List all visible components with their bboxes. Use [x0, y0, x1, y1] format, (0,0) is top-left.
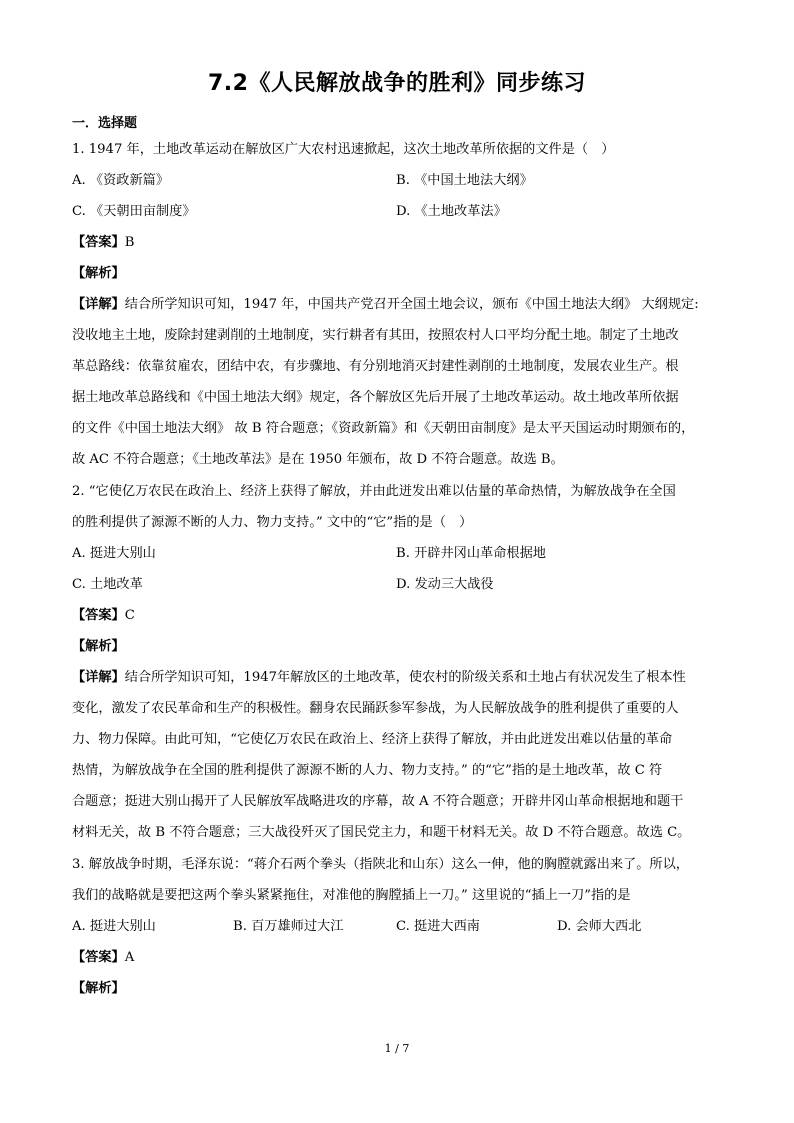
- q1-analysis-label: 【解析】: [72, 266, 125, 281]
- q1-detail-line: 革总路线：依靠贫雇农，团结中农，有步骤地、有分别地消灭封建性剥削的土地制度，发展农业生产。根: [72, 359, 679, 374]
- q2-detail-line: 合题意；挺进大别山揭开了人民解放军战略进攻的序幕，故 A 不符合题意；开辟井冈山革命根据地和题干: [72, 794, 684, 809]
- detail-label: 【详解】: [72, 670, 125, 685]
- q1-answer: [72, 235, 134, 251]
- q1-option-a: A. 《资政新篇》: [72, 173, 170, 188]
- q2-stem-line: 2. “它使亿万农民在政治上、经济上获得了解放，并由此迸发出难以估量的革命热情，为解放战争在全国: [72, 484, 676, 499]
- q3-option-a: A. 挺进大别山: [72, 919, 156, 934]
- q3-option-c: C. 挺进大西南: [396, 919, 480, 934]
- q3-stem-line: 3. 解放战争时期，毛泽东说：“蒋介石两个拳头（指陕北和山东）这么一伸，他的胸膛就露出来了。所以，: [72, 857, 689, 872]
- q2-detail-line: 热情，为解放战争在全国的胜利提供了源源不断的人力、物力支持。” 的“它”指的是土地改革，故 C 符: [72, 763, 663, 778]
- answer-value: A: [124, 950, 135, 965]
- q1-option-d: D. 《土地改革法》: [396, 204, 507, 219]
- q2-detail-line: 【详解】结合所学知识可知，1947年解放区的土地改革，使农村的阶级关系和土地占有状况发生了根本性: [72, 670, 686, 685]
- q1-detail-line: 故 AC 不符合题意；《土地改革法》是在 1950 年颁布，故 D 不符合题意。故选 B。: [72, 452, 564, 467]
- q1-stem: 1. 1947 年，土地改革运动在解放区广大农村迅速掀起，这次土地改革所依据的文件是（ ）: [72, 142, 615, 157]
- answer-label: 【答案】: [72, 950, 125, 965]
- q2-analysis-label: 【解析】: [72, 639, 125, 654]
- q2-detail-line: 材料无关，故 B 不符合题意；三大战役歼灭了国民党主力，和题干材料无关。故 D 不符合题意。故选 C。: [72, 825, 691, 840]
- q2-detail-line: 力、物力保障。由此可知，“它使亿万农民在政治上、经济上获得了解放，并由此迸发出难以估量的革命: [72, 732, 673, 747]
- section-heading: 一．选择题: [72, 116, 138, 131]
- q3-stem-line: 我们的战略就是要把这两个拳头紧紧拖住，对准他的胸膛插上一刀。” 这里说的“插上一刀”指的是: [72, 888, 631, 903]
- q2-option-c: C. 土地改革: [72, 577, 143, 592]
- q2-option-d: D. 发动三大战役: [396, 577, 494, 592]
- q2-detail-line: 变化，激发了农民革命和生产的积极性。翻身农民踊跃参军参战，为人民解放战争的胜利提供了重要的人: [72, 701, 679, 716]
- detail-label: 【详解】: [72, 297, 125, 312]
- q1-detail-line: 【详解】结合所学知识可知，1947 年，中国共产党召开全国土地会议，颁布《中国土地法大纲》 大纲规定:: [72, 297, 699, 312]
- q3-analysis-label: 【解析】: [72, 981, 125, 996]
- q2-stem-line: 的胜利提供了源源不断的人力、物力支持。” 文中的“它”指的是（ ）: [72, 515, 473, 530]
- q3-option-d: D. 会师大西北: [557, 919, 642, 934]
- q3-option-b: B. 百万雄师过大江: [233, 919, 344, 934]
- q1-option-b: B. 《中国土地法大纲》: [396, 173, 533, 188]
- answer-value: C: [124, 608, 135, 623]
- q1-detail-line: 没收地主土地，废除封建剥削的土地制度，实行耕者有其田，按照农村人口平均分配土地。制定了土地改: [72, 328, 679, 343]
- q1-option-c: C. 《天朝田亩制度》: [72, 204, 196, 219]
- q1-detail-line: 的文件《中国土地法大纲》 故 B 符合题意；《资政新篇》和《天朝田亩制度》是太平天国运动时期颁布的，: [72, 421, 695, 436]
- q1-detail-line: 据土地改革总路线和《中国土地法大纲》规定，各个解放区先后开展了土地改革运动。故土地改革所依据: [72, 390, 679, 405]
- q3-answer: [72, 950, 134, 966]
- page-title: 7.2《人民解放战争的胜利》同步练习: [208, 71, 586, 96]
- q2-option-b: B. 开辟井冈山革命根据地: [396, 546, 546, 561]
- answer-label: 【答案】: [72, 608, 125, 623]
- q2-option-a: A. 挺进大别山: [72, 546, 156, 561]
- q2-answer: [72, 608, 135, 624]
- page-number: 1 / 7: [384, 1042, 410, 1055]
- answer-label: 【答案】: [72, 235, 125, 250]
- answer-value: B: [124, 235, 135, 250]
